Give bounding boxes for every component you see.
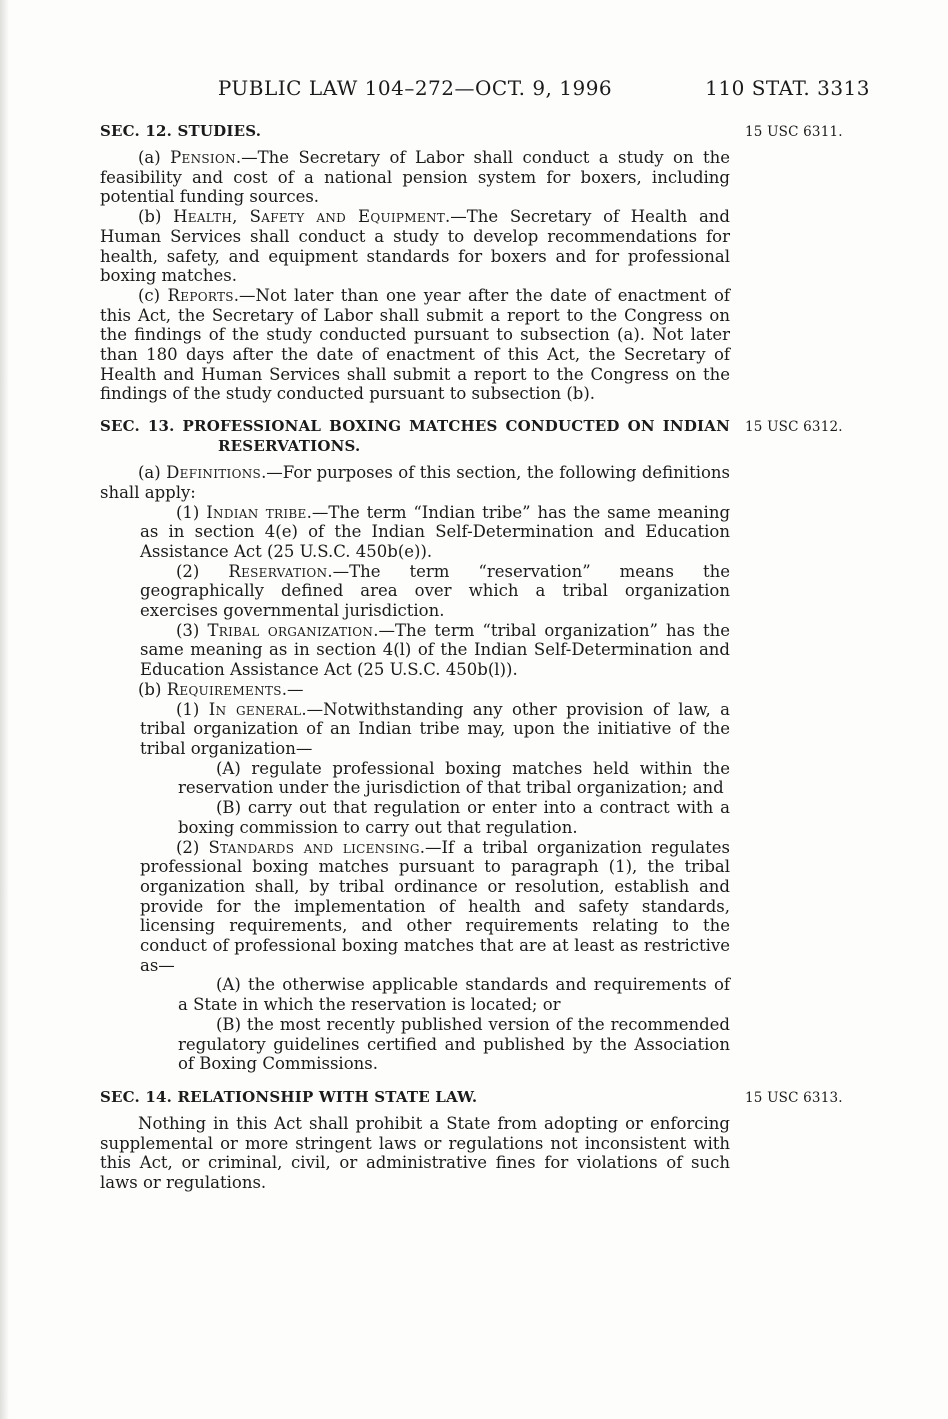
paragraph-text: .—The term “Indian tribe” has the same meaning as in section 4(e) of the Indian Self-Determination and Education Assistance Act (25 U.S.C. 450b(e)). bbox=[140, 502, 731, 561]
paragraph-text: .—Not later than one year after the date of enactment of this Act, the Secretary of Labor shall submit a report to the Congress on the findings of the study conducted pursuant to subsection (a). Not later than 180 days after the date of enactment of this Act, the Secretary of Health and Human Services shall submit a report to the Congress on the findings of the study conducted pursuant to subsection (b). bbox=[100, 285, 730, 404]
paragraph-sec14-body bbox=[100, 1114, 730, 1193]
paragraph-sec13-b-2 bbox=[140, 838, 730, 976]
paragraph-text: Nothing in this Act shall prohibit a State from adopting or enforcing supplemental or more stringent laws or regulations not inconsistent with this Act, or criminal, civil, or administrative fines for violations of such laws or regulations. bbox=[100, 1113, 730, 1193]
smallcaps-label: In general bbox=[208, 699, 302, 719]
section-sec-13 bbox=[0, 404, 948, 1074]
paragraph-sec13-b-2-B bbox=[178, 1015, 730, 1074]
section-heading-line1: SEC. 12. STUDIES. bbox=[100, 122, 262, 140]
paragraph-text: (A) the otherwise applicable standards and requirements of a State in which the reservation is located; or bbox=[178, 975, 730, 1015]
paragraph-text: (B) carry out that regulation or enter into a contract with a boxing commission to carry out that regulation. bbox=[178, 798, 730, 837]
paragraph-text: .—The Secretary of Labor shall conduct a study on the feasibility and cost of a national pension system for boxers, including potential funding sources. bbox=[100, 148, 731, 207]
paragraph-lead: (3) bbox=[176, 620, 208, 640]
section-heading-sec-12 bbox=[100, 121, 730, 141]
paragraph-lead: (b) bbox=[138, 207, 174, 227]
smallcaps-label: Standards and licensing bbox=[208, 837, 420, 857]
paragraph-sec13-b-1-A bbox=[178, 759, 730, 798]
paragraph-text: .— bbox=[281, 679, 304, 699]
section-heading-line1: SEC. 14. RELATIONSHIP WITH STATE LAW. bbox=[100, 1087, 478, 1106]
smallcaps-label: Tribal organization bbox=[207, 620, 374, 640]
smallcaps-label: Reports bbox=[167, 285, 234, 305]
paragraph-lead: (1) bbox=[176, 699, 209, 719]
margin-note-usc-6313: 15 USC 6313. bbox=[745, 1089, 843, 1106]
paragraph-sec12-a bbox=[100, 148, 730, 207]
section-heading-sec-13 bbox=[100, 416, 730, 456]
smallcaps-label: Requirements bbox=[166, 679, 282, 699]
paragraph-text: .—For purposes of this section, the following definitions shall apply: bbox=[100, 463, 731, 502]
paragraph-sec13-b-2-A bbox=[178, 975, 730, 1014]
smallcaps-label: Health, Safety and Equipment bbox=[173, 207, 446, 227]
paragraph-sec13-b-1 bbox=[140, 700, 730, 759]
paragraph-sec13-a-1 bbox=[140, 503, 730, 562]
paragraph-lead: (a) bbox=[138, 463, 167, 483]
paragraph-lead: (1) bbox=[176, 502, 207, 522]
margin-note-usc-6311: 15 USC 6311. bbox=[745, 124, 843, 140]
smallcaps-label: Definitions bbox=[166, 463, 262, 483]
paragraph-sec13-b-1-B bbox=[178, 798, 730, 837]
section-sec-14 bbox=[0, 1074, 948, 1193]
page-header bbox=[0, 0, 948, 100]
paragraph-text: .—If a tribal organization regulates professional boxing matches pursuant to paragraph (1), the tribal organization shall, by tribal ordinance or resolution, establish and provide for the implementation of health and safety standards, licensing requirements, and other requirements relating to the conduct of professional boxing matches that are at least as restrictive as— bbox=[140, 837, 730, 975]
paragraph-sec12-c bbox=[100, 286, 730, 404]
paragraph-lead: (b) bbox=[138, 679, 167, 699]
paragraph-lead: (2) bbox=[176, 837, 209, 857]
running-head-law-title: PUBLIC LAW 104–272—OCT. 9, 1996 bbox=[217, 76, 613, 100]
section-heading-line2: RESERVATIONS. bbox=[218, 437, 361, 456]
paragraph-sec12-b bbox=[100, 207, 730, 286]
section-sec-12 bbox=[0, 100, 948, 404]
paragraph-text: .—The term “tribal organization” has the same meaning as in section 4(l) of the Indian Self-Determination and Education Assistance Act (25 U.S.C. 450b(l)). bbox=[140, 620, 730, 680]
paragraph-text: .—The Secretary of Health and Human Services shall conduct a study to develop recommendations for health, safety, and equipment standards for boxers and for professional boxing matches. bbox=[100, 207, 730, 286]
section-heading-line1: SEC. 13. PROFESSIONAL BOXING MATCHES CONDUCTED ON INDIAN bbox=[100, 417, 730, 436]
paragraph-text: (B) the most recently published version of the recommended regulatory guidelines certified and published by the Association of Boxing Commissions. bbox=[178, 1014, 730, 1074]
smallcaps-label: Pension bbox=[170, 148, 236, 167]
margin-note-usc-6312: 15 USC 6312. bbox=[745, 419, 843, 436]
paragraph-lead: (a) bbox=[138, 148, 171, 167]
paragraph-text: .—The term “reservation” means the geographically defined area over which a tribal organization exercises governmental jurisdiction. bbox=[140, 561, 730, 621]
smallcaps-label: Reservation bbox=[228, 561, 328, 581]
paragraph-lead: (c) bbox=[138, 285, 168, 305]
smallcaps-label: Indian tribe bbox=[206, 502, 307, 522]
paragraph-text: (A) regulate professional boxing matches held within the reservation under the jurisdiction of that tribal organization; and bbox=[178, 758, 730, 798]
paragraph-sec13-a-3 bbox=[140, 621, 730, 680]
paragraph-sec13-a-2 bbox=[140, 562, 730, 621]
paragraph-lead: (2) bbox=[176, 561, 229, 581]
section-heading-sec-14 bbox=[100, 1087, 730, 1107]
paragraph-sec13-a bbox=[100, 463, 730, 502]
running-head-stat-number: 110 STAT. 3313 bbox=[705, 76, 870, 100]
paragraph-text: .—Notwithstanding any other provision of law, a tribal organization of an Indian tribe may, upon the initiative of the tribal organization— bbox=[140, 699, 730, 758]
paragraph-sec13-b bbox=[100, 680, 730, 700]
